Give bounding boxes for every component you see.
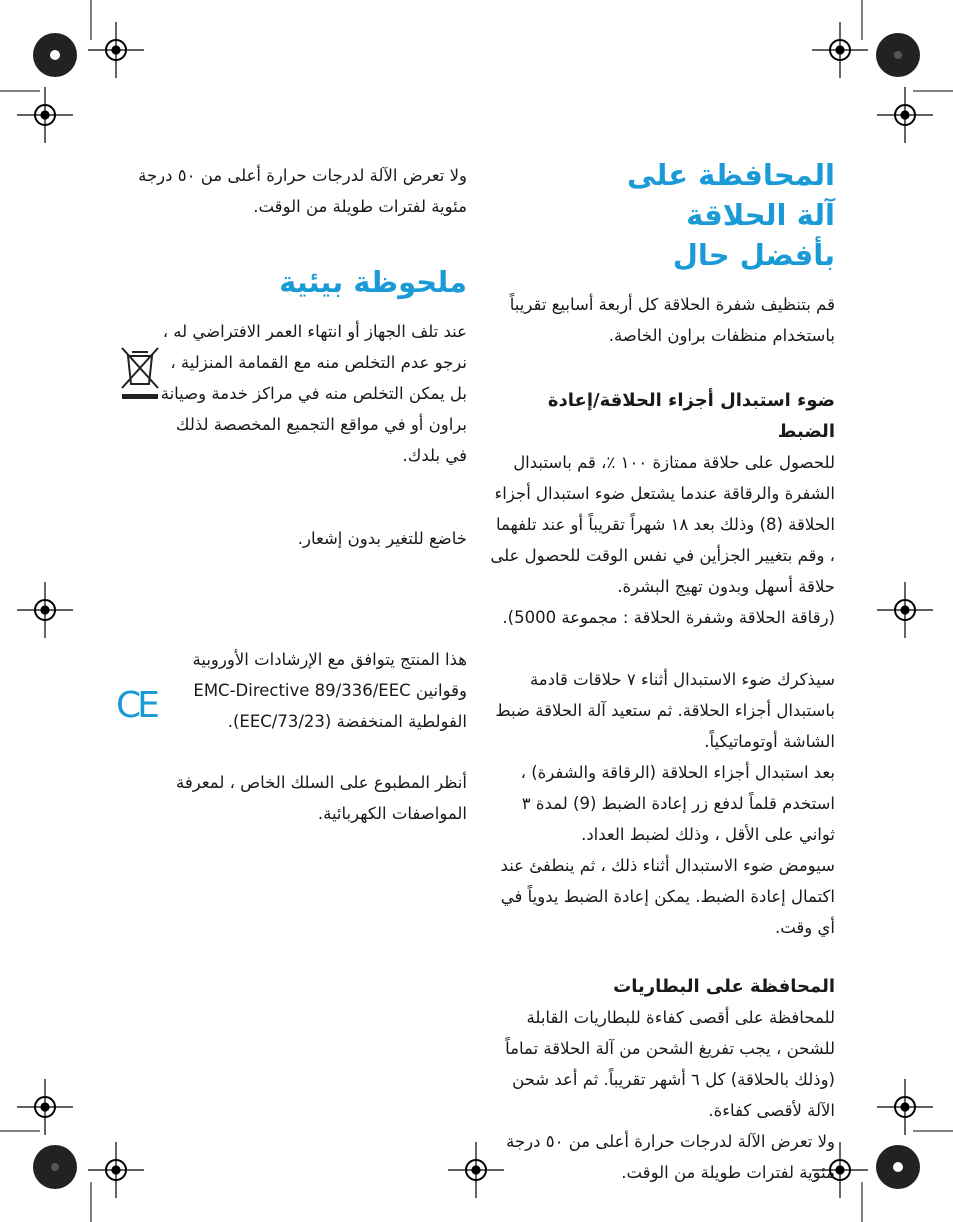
crosshair-target <box>877 582 933 638</box>
crosshair-target <box>88 22 144 78</box>
replace-heading: ضوء استبدال أجزاء الحلاقة/إعادة الضبط <box>547 390 835 442</box>
heat-warning: ولا تعرض الآلة لدرجات حرارة أعلى من ٥٠ درجة مئوية لفترات طويلة من الوقت. <box>138 166 467 216</box>
replace-text: للحصول على حلاقة ممتازة ١٠٠ ٪، قم باستبدال الشفرة والرقاقة عندما يشتعل ضوء استبدال أجزاء الحلاقة (8) وذلك بعد ١٨ شهراً تقريباً أو عند تلفهما ، وقم بتغيير الجزأين في نفس الوقت للحصول على حلاقة أسهل وبدون تهيج البشرة. <box>490 453 835 596</box>
env-title: ملحوظة بيئية <box>279 265 467 299</box>
spec-text: أنظر المطبوع على السلك الخاص ، لمعرفة المواصفات الكهربائية. <box>175 773 467 823</box>
starburst-top-right <box>876 33 920 77</box>
reset-text-3: سيومض ضوء الاستبدال أثناء ذلك ، ثم ينطفئ عند اكتمال إعادة الضبط. يمكن إعادة الضبط يدوياً في أي وقت. <box>500 856 835 937</box>
crosshair-target <box>17 87 73 143</box>
crosshair-target <box>17 582 73 638</box>
ce-mark-icon: CE <box>116 685 156 726</box>
battery-heat-warning: ولا تعرض الآلة لدرجات حرارة أعلى من ٥٠ درجة مئوية لفترات طويلة من الوقت. <box>506 1132 835 1182</box>
battery-heading: المحافظة على البطاريات <box>613 976 835 997</box>
reset-text-1: سيذكرك ضوء الاستبدال أثناء ٧ حلاقات قادمة باستبدال أجزاء الحلاقة. ثم ستعيد آلة الحلاقة ضبط الشاشة أوتوماتيكياً. <box>495 670 835 751</box>
left-column <box>112 160 467 829</box>
starburst-bottom-left <box>33 1145 77 1189</box>
right-column <box>490 155 835 1188</box>
crosshair-target <box>812 22 868 78</box>
env-text: عند تلف الجهاز أو انتهاء العمر الافتراضي له ، نرجو عدم التخلص منه مع القمامة المنزلية ، بل يمكن التخلص منه في مراكز خدمة وصيانة براون أو في مواقع التجميع المخصصة لذلك في بلدك. <box>160 322 467 465</box>
intro-text: قم بتنظيف شفرة الحلاقة كل أربعة أسابيع تقريباً باستخدام منظفات براون الخاصة. <box>509 295 835 345</box>
crosshair-target <box>17 1079 73 1135</box>
reset-text-2: بعد استبدال أجزاء الحلاقة (الرقاقة والشفرة) ، استخدم قلماً لدفع زر إعادة الضبط (9) لمدة ٣ ثواني على الأقل ، وذلك لضبط العداد. <box>520 763 835 844</box>
change-notice: خاضع للتغير بدون إشعار. <box>297 529 467 548</box>
replace-note: (رقاقة الحلاقة وشفرة الحلاقة : مجموعة 5000). <box>502 608 835 627</box>
starburst-top-left <box>33 33 77 77</box>
ce-text: هذا المنتج يتوافق مع الإرشادات الأوروبية وقوانين EMC-Directive 89/336/EEC الفولطية المنخفضة (73/23/EEC). <box>192 650 467 731</box>
crosshair-target <box>877 87 933 143</box>
crosshair-target <box>877 1079 933 1135</box>
battery-text: للمحافظة على أقصى كفاءة للبطاريات القابلة للشحن ، يجب تفريغ الشحن من آلة الحلاقة تماماً (وذلك بالحلاقة) كل ٦ أشهر تقريباً. ثم أعد شحن الآلة لأقصى كفاءة. <box>505 1008 835 1120</box>
crosshair-target <box>88 1142 144 1198</box>
page-title: المحافظة على آلة الحلاقة بأفضل حال <box>627 158 835 272</box>
starburst-bottom-right <box>876 1145 920 1189</box>
